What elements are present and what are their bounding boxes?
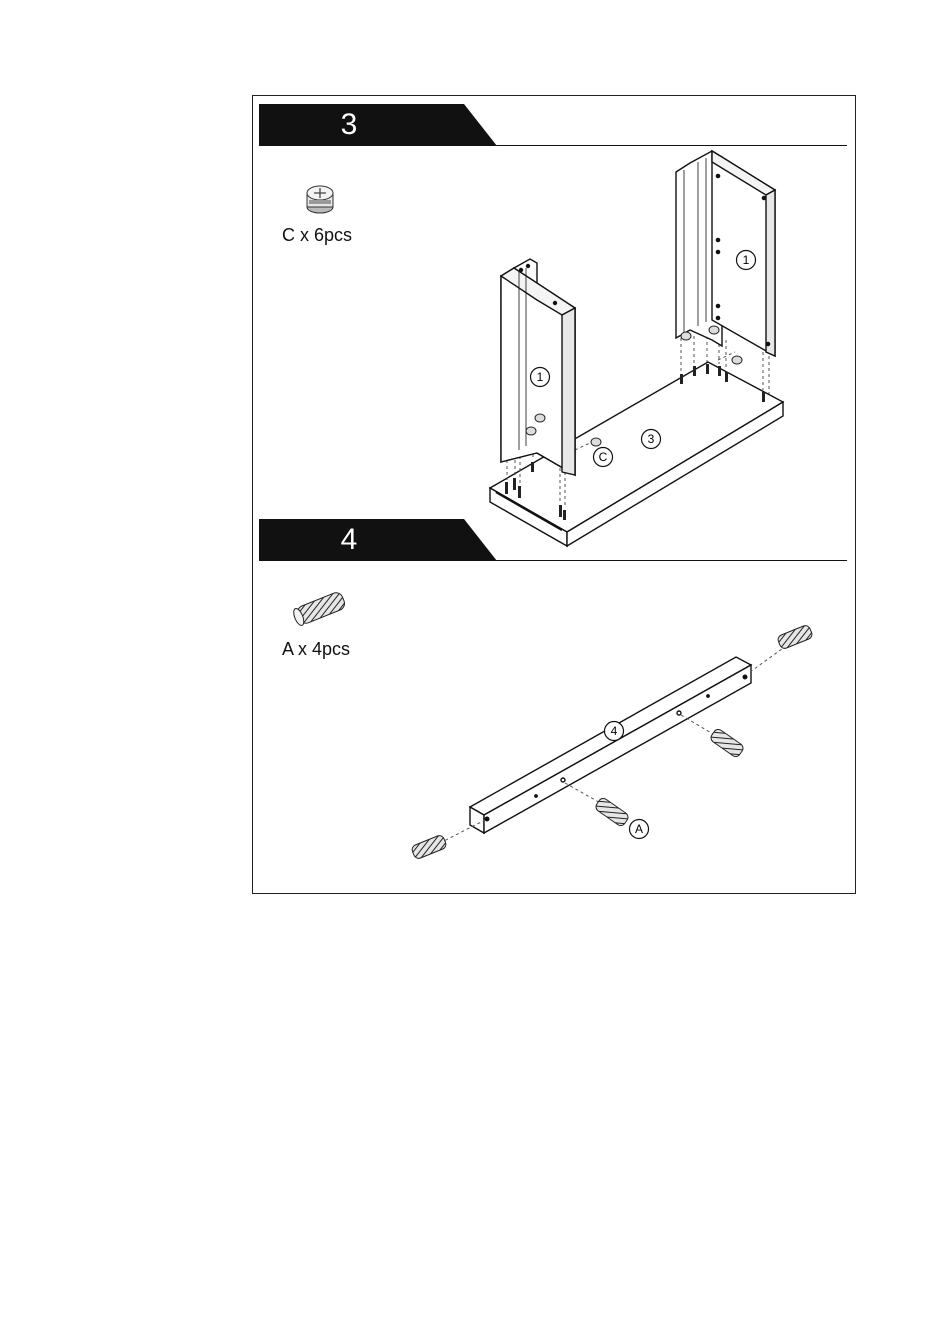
callout-rail	[605, 722, 624, 741]
dowel-left-end	[411, 834, 448, 860]
callout-hardware-a	[630, 820, 649, 839]
dowel-back-hole	[709, 728, 745, 759]
callout-panel-right-text: 1	[742, 253, 750, 267]
dowel-right-end	[777, 624, 814, 650]
callout-base-text: 3	[647, 432, 655, 446]
step-4-number: 4	[340, 523, 358, 556]
callout-hardware-a-text: A	[634, 822, 644, 836]
callout-panel-left-text: 1	[536, 370, 544, 384]
hardware-c-quantity: C x 6pcs	[282, 225, 353, 245]
callout-hardware-c-text: C	[598, 450, 608, 464]
callout-rail-text: 4	[610, 724, 618, 738]
step-3-number: 3	[340, 108, 358, 141]
hardware-a-quantity: A x 4pcs	[282, 639, 351, 659]
side-panel-left	[501, 259, 575, 475]
callout-base	[642, 430, 661, 449]
side-panel-right	[676, 151, 775, 356]
cam-lock-icon	[307, 186, 333, 213]
wooden-dowel-icon	[292, 591, 347, 627]
callout-panel-right	[737, 251, 756, 270]
callout-panel-left	[531, 368, 550, 387]
dowel-front-hole	[594, 797, 630, 828]
callout-hardware-c	[594, 448, 613, 467]
